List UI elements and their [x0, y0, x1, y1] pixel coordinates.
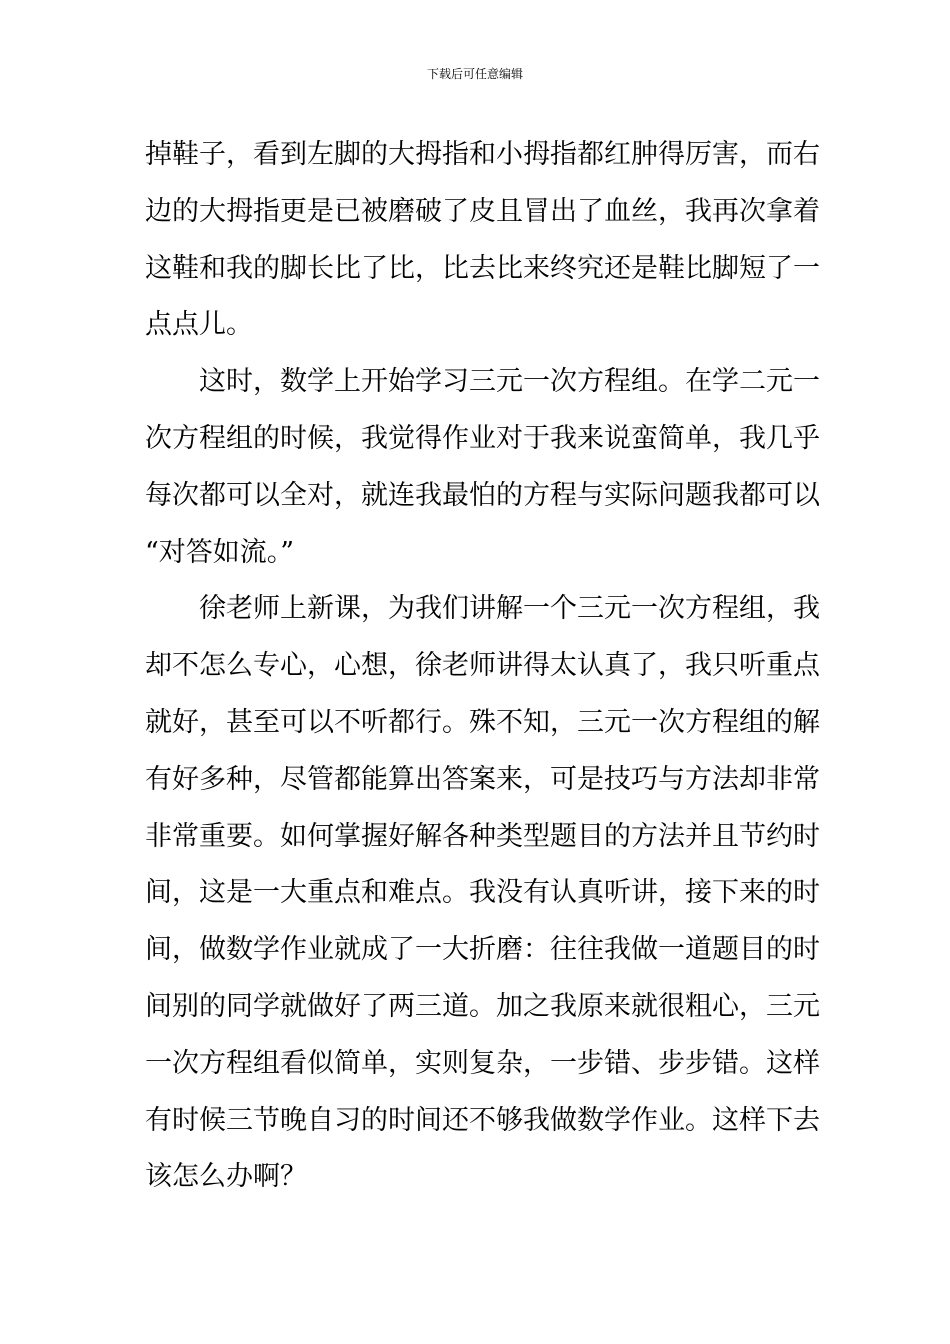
text-line: 这时，数学上开始学习三元一次方程组。在学二元一	[145, 366, 820, 398]
text-line: 有时候三节晚自习的时间还不够我做数学作业。这样下去	[145, 1104, 820, 1136]
text-line: 该怎么办啊？	[145, 1161, 307, 1193]
text-line: 一次方程组看似简单，实则复杂，一步错、步步错。这样	[145, 1047, 820, 1079]
text-line: 次方程组的时候，我觉得作业对于我来说蛮简单，我几乎	[145, 422, 820, 454]
text-line: 这鞋和我的脚长比了比，比去比来终究还是鞋比脚短了一	[145, 252, 820, 284]
text-line: 徐老师上新课，为我们讲解一个三元一次方程组，我	[145, 593, 820, 625]
body-text	[145, 127, 820, 1206]
text-line: 间，做数学作业就成了一大折磨：往往我做一道题目的时	[145, 934, 820, 966]
text-line: 有好多种，尽管都能算出答案来，可是技巧与方法却非常	[145, 763, 820, 795]
text-line: “对答如流。”	[145, 536, 295, 568]
text-line: 掉鞋子，看到左脚的大拇指和小拇指都红肿得厉害，而右	[145, 139, 820, 170]
text-line: 却不怎么专心，心想，徐老师讲得太认真了，我只听重点	[145, 650, 820, 682]
text-line: 间别的同学就做好了两三道。加之我原来就很粗心，三元	[145, 990, 820, 1022]
page-header: 下载后可任意编辑	[426, 67, 523, 81]
text-line: 间，这是一大重点和难点。我没有认真听讲，接下来的时	[145, 877, 820, 909]
text-line: 边的大拇指更是已被磨破了皮且冒出了血丝，我再次拿着	[145, 195, 820, 227]
text-line: 非常重要。如何掌握好解各种类型题目的方法并且节约时	[145, 820, 820, 852]
text-line: 就好，甚至可以不听都行。殊不知，三元一次方程组的解	[145, 706, 820, 738]
text-line: 每次都可以全对，就连我最怕的方程与实际问题我都可以	[145, 479, 820, 511]
text-line: 点点儿。	[145, 309, 253, 341]
